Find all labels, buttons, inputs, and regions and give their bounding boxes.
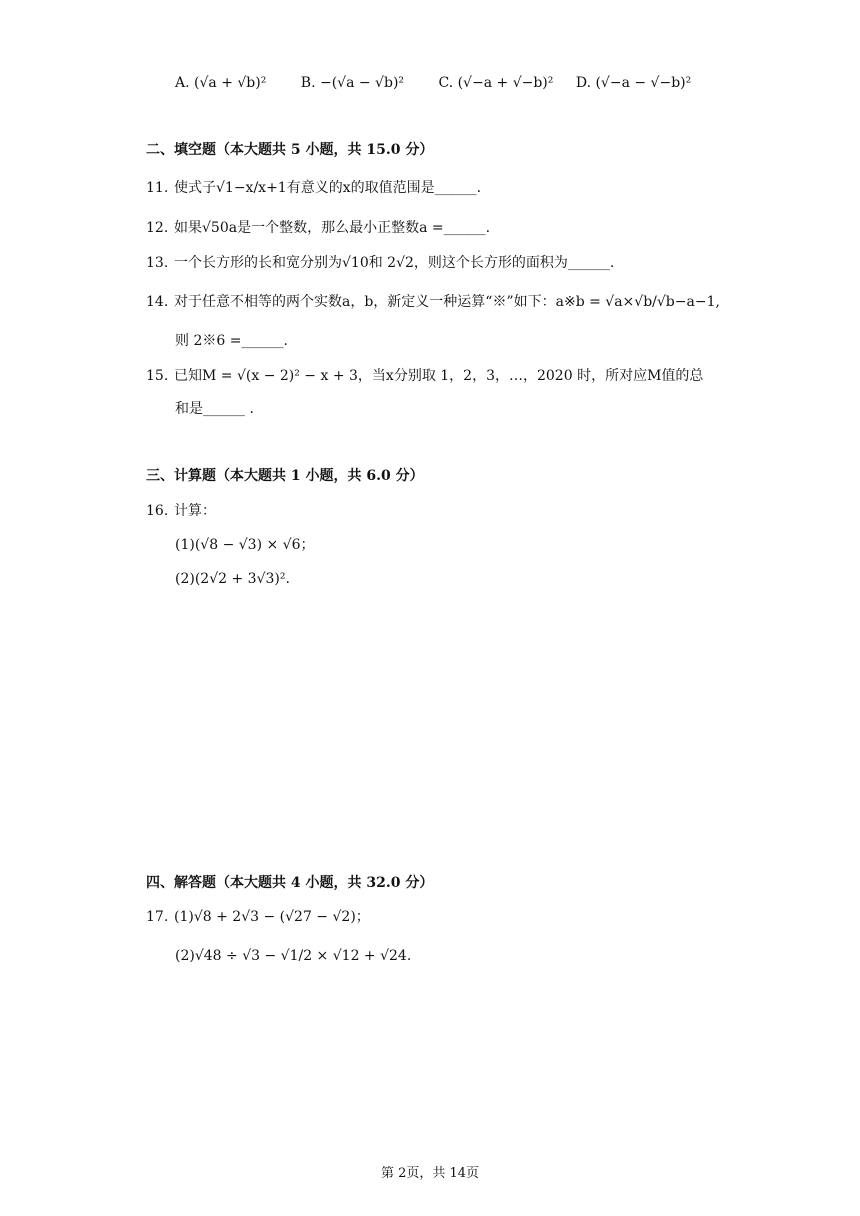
question-17-part-2 xyxy=(175,946,411,966)
question-16-part-1 xyxy=(175,535,315,555)
option-d: D. (√−a − √−b)² xyxy=(575,75,692,91)
question-16 xyxy=(146,501,216,521)
question-text: 对于任意不相等的两个实数a，b，新定义一种运算“※”如下：a※b = √a×√b/√b−a−1, xyxy=(174,294,720,310)
question-14-continued xyxy=(175,331,288,351)
section-heading-fill-blank: 二、填空题（本大题共 5 小题，共 15.0 分） xyxy=(146,142,434,158)
question-16-part-2 xyxy=(175,569,290,589)
section-heading-answer: 四、解答题（本大题共 4 小题，共 32.0 分） xyxy=(146,875,434,891)
section-heading-calculation: 三、计算题（本大题共 1 小题，共 6.0 分） xyxy=(146,468,424,484)
question-number: 15. xyxy=(146,368,169,384)
question-13 xyxy=(146,253,614,273)
part-text: (2)(2√2 + 3√3)². xyxy=(175,571,290,587)
question-text: 和是______ . xyxy=(175,401,254,417)
question-15-continued xyxy=(175,399,254,419)
part-text: (2)√48 ÷ √3 − √1/2 × √12 + √24. xyxy=(175,948,412,964)
question-text: 已知M = √(x − 2)² − x + 3，当x分别取 1，2，3，…，2020 时，所对应M值的总 xyxy=(174,368,704,384)
question-15 xyxy=(146,366,703,386)
question-11 xyxy=(146,178,481,198)
question-number: 14. xyxy=(146,294,169,310)
question-text: 计算： xyxy=(174,503,216,519)
part-text: (1)(√8 − √3) × √6； xyxy=(175,537,315,553)
question-text: 如果√50a是一个整数，那么最小正整数a =______. xyxy=(174,220,491,236)
question-number: 13. xyxy=(146,255,169,271)
options-row xyxy=(175,73,691,93)
option-c: C. (√−a + √−b)² xyxy=(438,75,554,91)
question-number: 16. xyxy=(146,503,169,519)
option-b: B. −(√a − √b)² xyxy=(300,75,405,91)
question-17 xyxy=(146,907,370,927)
question-12 xyxy=(146,218,490,238)
page-footer: 第 2页，共 14页 xyxy=(380,1166,480,1181)
question-text: 一个长方形的长和宽分别为√10和 2√2，则这个长方形的面积为______. xyxy=(174,255,615,271)
question-14 xyxy=(146,292,720,312)
question-text: 则 2※6 =______. xyxy=(175,333,288,349)
question-number: 17. xyxy=(146,909,169,925)
option-a: A. (√a + √b)² xyxy=(175,75,267,91)
question-text: 使式子√1−x/x+1有意义的x的取值范围是______. xyxy=(174,180,482,196)
question-number: 11. xyxy=(146,180,169,196)
question-number: 12. xyxy=(146,220,169,236)
part-text: (1)√8 + 2√3 − (√27 − √2)； xyxy=(174,909,370,925)
